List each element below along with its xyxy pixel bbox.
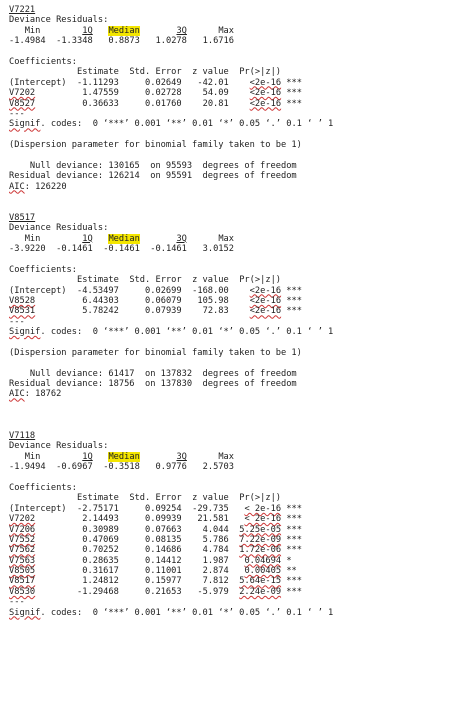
blank-line (9, 47, 471, 57)
coef-p-value: <2e-16 (249, 77, 282, 88)
coef-std-error: 0.07663 (145, 524, 182, 535)
coef-term: V8530 (9, 586, 36, 597)
residual-deviance-line (9, 171, 471, 181)
coef-std-error: 0.09939 (145, 514, 182, 525)
residual-value: -0.6967 (56, 462, 93, 473)
coef-z-value: 4.044 (202, 524, 229, 535)
coef-p-value: 0.00405 (244, 566, 282, 577)
residual-value: -0.1461 (103, 243, 140, 254)
coef-row (9, 296, 471, 306)
model-title (9, 5, 471, 15)
coef-column-header: Std. Error (129, 493, 182, 504)
residual-label: Median (108, 25, 140, 36)
coef-row (9, 514, 471, 524)
blank-line (9, 410, 471, 420)
coef-signif-stars: *** (286, 545, 302, 556)
coefficients-header (9, 483, 471, 493)
residual-label: 3Q (176, 25, 187, 36)
coef-estimate: -1.11293 (77, 77, 119, 88)
model-title (9, 213, 471, 223)
separator-dashes-text: --- (9, 597, 25, 608)
coef-term: V7202 (9, 514, 36, 525)
separator-dashes (9, 109, 471, 119)
coef-std-error: 0.01760 (145, 98, 182, 109)
coef-estimate: 1.24812 (82, 576, 119, 587)
coef-std-error: 0.02649 (145, 77, 182, 88)
coef-p-value: <2e-16 (249, 285, 282, 296)
model-title-text: V7221 (9, 5, 36, 15)
residuals-header (9, 15, 471, 25)
residual-value: 1.0278 (155, 36, 187, 47)
coef-z-value: 4.784 (202, 545, 229, 556)
signif-codes-text: Signif. codes: 0 ‘***’ 0.001 ‘**’ 0.01 ‘*’ 0.05 ‘.’ 0.1 ‘ ’ 1 (9, 327, 334, 338)
coef-std-error: 0.15977 (145, 576, 182, 587)
coef-column-header: Estimate (77, 275, 119, 286)
coef-estimate: -2.75171 (77, 503, 119, 514)
coefficients-columns-row (9, 275, 471, 285)
coef-column-header: Estimate (77, 493, 119, 504)
residual-value: -0.3518 (103, 462, 140, 473)
coef-std-error: 0.11001 (145, 566, 182, 577)
residual-label: Min (24, 25, 41, 36)
model-title-text: V8517 (9, 212, 36, 223)
residuals-header (9, 441, 471, 451)
coef-z-value: -5.979 (197, 586, 229, 597)
coefficients-columns-row (9, 493, 471, 503)
coef-signif-stars: * (286, 555, 292, 566)
null-deviance-line (9, 369, 471, 379)
dispersion-line (9, 140, 471, 150)
residual-deviance-text: Residual deviance: 126214 on 95591 degrees of freedom (9, 171, 297, 182)
coef-z-value: 20.81 (202, 98, 229, 109)
coef-std-error: 0.14412 (145, 555, 182, 566)
coef-column-header: Estimate (77, 67, 119, 78)
signif-codes-text: Signif. codes: 0 ‘***’ 0.001 ‘**’ 0.01 ‘*’ 0.05 ‘.’ 0.1 ‘ ’ 1 (9, 607, 334, 618)
coef-term: V7202 (9, 88, 36, 99)
coef-std-error: 0.02728 (145, 88, 182, 99)
residual-label: 3Q (176, 233, 187, 244)
residuals-header (9, 223, 471, 233)
coef-row (9, 286, 471, 296)
coef-z-value: -168.00 (192, 285, 229, 296)
coef-column-header: Pr(>|z|) (239, 493, 282, 504)
null-deviance-text: Null deviance: 61417 on 137832 degrees of freedom (9, 368, 297, 379)
coef-signif-stars: *** (286, 524, 302, 535)
blank-line (9, 130, 471, 140)
signif-codes-line (9, 608, 471, 618)
residuals-header-text: Deviance Residuals: (9, 15, 109, 26)
coef-row (9, 78, 471, 88)
coef-std-error: 0.06079 (145, 295, 182, 306)
separator-dashes (9, 317, 471, 327)
blank-line (9, 358, 471, 368)
residual-deviance-line (9, 379, 471, 389)
coef-signif-stars: *** (286, 306, 303, 317)
blank-line (9, 254, 471, 264)
residual-label: Median (108, 451, 140, 462)
coef-signif-stars: *** (286, 77, 302, 88)
residuals-values-row (9, 244, 471, 254)
coefficients-header (9, 265, 471, 275)
separator-dashes-text: --- (9, 316, 25, 327)
coef-estimate: 1.47559 (82, 88, 119, 99)
residual-value: -0.1461 (150, 243, 187, 254)
coef-z-value: 105.98 (197, 295, 229, 306)
coef-signif-stars: *** (286, 285, 302, 296)
residual-label: Max (218, 25, 235, 36)
coef-std-error: 0.14686 (145, 545, 182, 556)
coef-row (9, 535, 471, 545)
model-title (9, 431, 471, 441)
coef-signif-stars: *** (286, 503, 302, 514)
coef-estimate: 5.78242 (82, 306, 119, 317)
residual-value: 1.6716 (202, 36, 234, 47)
coef-z-value: 5.786 (202, 534, 229, 545)
coef-column-header: Std. Error (129, 67, 182, 78)
coef-p-value: < 2e-16 (244, 503, 282, 514)
blank-line (9, 202, 471, 212)
residual-value: -1.3348 (56, 36, 93, 47)
dispersion-text: (Dispersion parameter for binomial family taken to be 1) (9, 347, 302, 358)
coef-term: V7563 (9, 555, 36, 566)
residual-label: 1Q (82, 233, 93, 244)
coefficients-header-text: Coefficients: (9, 56, 77, 67)
residuals-header-text: Deviance Residuals: (9, 441, 109, 452)
coef-row (9, 556, 471, 566)
blank-line (9, 400, 471, 410)
null-deviance-line (9, 161, 471, 171)
coef-std-error: 0.07939 (145, 306, 182, 317)
coef-z-value: 72.83 (202, 306, 229, 317)
coef-term: V8505 (9, 566, 36, 577)
residual-label: Median (108, 233, 140, 244)
coef-z-value: 54.09 (202, 88, 229, 99)
signif-codes-text: Signif. codes: 0 ‘***’ 0.001 ‘**’ 0.01 ‘*’ 0.05 ‘.’ 0.1 ‘ ’ 1 (9, 119, 334, 130)
coef-column-header: z value (192, 493, 229, 504)
dispersion-line (9, 348, 471, 358)
coef-term: V8531 (9, 306, 36, 317)
residual-value: 0.9776 (155, 462, 187, 473)
coefficients-columns-row (9, 67, 471, 77)
residuals-header-text: Deviance Residuals: (9, 223, 109, 234)
residual-value: 0.8873 (108, 36, 140, 47)
residual-value: -3.9220 (9, 243, 46, 254)
separator-dashes-text: --- (9, 108, 25, 119)
aic-line (9, 182, 471, 192)
residual-value: -1.4984 (9, 36, 46, 47)
residuals-labels-row (9, 26, 471, 36)
coef-term: (Intercept) (9, 503, 67, 514)
coef-estimate: 0.28635 (82, 555, 119, 566)
residual-label: 1Q (82, 25, 93, 36)
blank-line (9, 192, 471, 202)
signif-codes-line (9, 327, 471, 337)
residual-label: Max (218, 233, 235, 244)
coef-signif-stars: *** (286, 514, 303, 525)
residual-deviance-text: Residual deviance: 18756 on 137830 degrees of freedom (9, 379, 297, 390)
coef-term: V7206 (9, 524, 36, 535)
null-deviance-text: Null deviance: 130165 on 95593 degrees of freedom (9, 160, 297, 171)
coef-z-value: 2.874 (202, 566, 229, 577)
coef-term: V7552 (9, 534, 36, 545)
coef-p-value: <2e-16 (249, 295, 282, 306)
coef-p-value: <2e-16 (249, 98, 282, 109)
coef-term: V8528 (9, 295, 36, 306)
residual-label: 3Q (176, 451, 187, 462)
residual-value: -1.9494 (9, 462, 46, 473)
residual-value: 3.0152 (202, 243, 234, 254)
coef-row (9, 504, 471, 514)
coef-std-error: 0.02699 (145, 285, 182, 296)
coef-signif-stars: *** (286, 295, 303, 306)
coef-estimate: 0.70252 (82, 545, 119, 556)
coef-row (9, 306, 471, 316)
residual-label: Min (24, 451, 41, 462)
coef-row (9, 545, 471, 555)
residual-label: Max (218, 451, 235, 462)
residuals-values-row (9, 36, 471, 46)
coef-p-value: 0.04694 (244, 555, 282, 566)
aic-text: AIC: 126220 (9, 181, 67, 192)
residuals-labels-row (9, 234, 471, 244)
coef-signif-stars: ** (286, 566, 297, 577)
coef-z-value: 7.812 (202, 576, 229, 587)
coef-signif-stars: *** (286, 534, 302, 545)
coef-row (9, 99, 471, 109)
aic-line (9, 389, 471, 399)
coefficients-header (9, 57, 471, 67)
coef-estimate: 0.30989 (82, 524, 119, 535)
coefficients-header-text: Coefficients: (9, 482, 77, 493)
coef-std-error: 0.21653 (145, 586, 182, 597)
document-body (9, 5, 471, 618)
coef-estimate: -4.53497 (77, 285, 119, 296)
residual-value: 2.5703 (202, 462, 234, 473)
coef-z-value: -29.735 (192, 503, 229, 514)
blank-line (9, 338, 471, 348)
coef-row (9, 566, 471, 576)
coef-z-value: 21.581 (197, 514, 229, 525)
coef-signif-stars: *** (286, 98, 303, 109)
coef-row (9, 587, 471, 597)
aic-text: AIC: 18762 (9, 389, 62, 400)
coef-z-value: -42.01 (197, 77, 229, 88)
coef-column-header: Pr(>|z|) (239, 275, 282, 286)
coef-row (9, 88, 471, 98)
blank-line (9, 150, 471, 160)
model-title-text: V7118 (9, 431, 36, 442)
coef-column-header: z value (192, 67, 229, 78)
coef-p-value: 2.24e-09 (239, 586, 282, 597)
coef-z-value: 1.987 (202, 555, 229, 566)
coef-estimate: 2.14493 (82, 514, 119, 525)
coef-estimate: 0.36633 (82, 98, 119, 109)
coef-term: (Intercept) (9, 285, 67, 296)
blank-line (9, 473, 471, 483)
coef-column-header: z value (192, 275, 229, 286)
coef-signif-stars: *** (286, 586, 302, 597)
residual-label: 1Q (82, 451, 93, 462)
coef-estimate: 6.44303 (82, 295, 119, 306)
coef-p-value: 5.25e-05 (239, 524, 282, 535)
coef-column-header: Pr(>|z|) (239, 67, 282, 78)
coef-p-value: 1.72e-06 (239, 545, 282, 556)
coef-row (9, 525, 471, 535)
blank-line (9, 421, 471, 431)
coef-p-value: 7.22e-09 (239, 534, 282, 545)
dispersion-text: (Dispersion parameter for binomial family taken to be 1) (9, 140, 302, 151)
coef-row (9, 576, 471, 586)
residuals-values-row (9, 462, 471, 472)
coef-signif-stars: *** (286, 576, 302, 587)
coef-signif-stars: *** (286, 88, 303, 99)
residuals-labels-row (9, 452, 471, 462)
coef-p-value: <2e-16 (249, 88, 282, 99)
residual-value: -0.1461 (56, 243, 93, 254)
coef-std-error: 0.08135 (145, 534, 182, 545)
coef-estimate: 0.31617 (82, 566, 119, 577)
coefficients-header-text: Coefficients: (9, 264, 77, 275)
separator-dashes (9, 597, 471, 607)
coef-term: V8527 (9, 98, 36, 109)
coef-p-value: < 2e-16 (244, 514, 282, 525)
coef-p-value: <2e-16 (249, 306, 282, 317)
coef-term: V7562 (9, 545, 36, 556)
coef-column-header: Std. Error (129, 275, 182, 286)
coef-p-value: 5.64e-15 (239, 576, 282, 587)
coef-std-error: 0.09254 (145, 503, 182, 514)
residual-label: Min (24, 233, 41, 244)
coef-term: (Intercept) (9, 77, 67, 88)
coef-term: V8517 (9, 576, 36, 587)
signif-codes-line (9, 119, 471, 129)
coef-estimate: -1.29468 (77, 586, 119, 597)
coef-estimate: 0.47069 (82, 534, 119, 545)
